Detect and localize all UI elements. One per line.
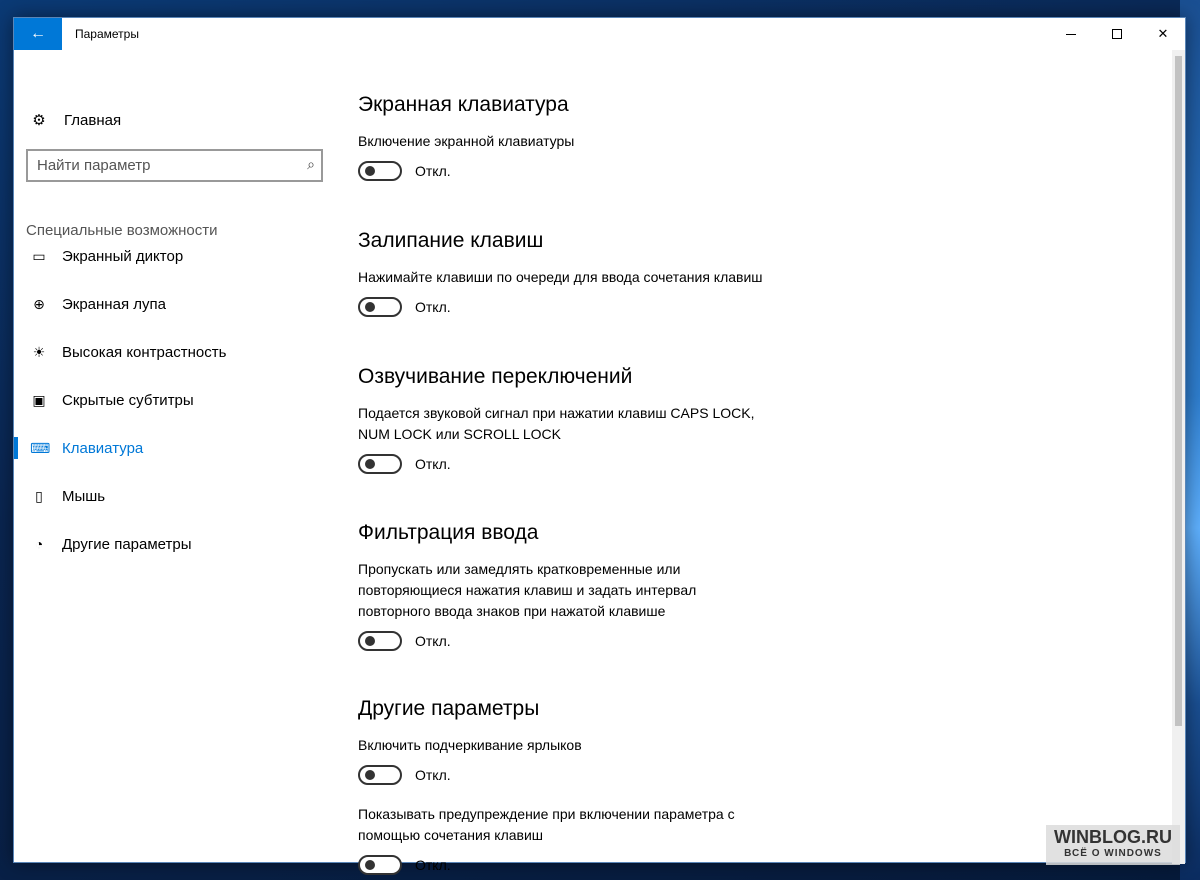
toggle-state-label: Откл. [415, 299, 451, 315]
section-heading: Другие параметры [358, 697, 540, 720]
toggle-keys-toggle[interactable] [358, 454, 402, 474]
other-options-icon: ◔ [34, 536, 44, 552]
watermark-line2: ВСЁ О WINDOWS [1064, 848, 1162, 859]
section-heading: Экранная клавиатура [358, 93, 569, 116]
shortcut-warning-toggle[interactable] [358, 855, 402, 875]
toggle-knob [365, 770, 375, 780]
underline-shortcuts-toggle[interactable] [358, 765, 402, 785]
setting-description: Включение экранной клавиатуры [358, 133, 575, 149]
section-other-options [358, 694, 1158, 876]
sticky-keys-toggle[interactable] [358, 297, 402, 317]
scrollbar-thumb[interactable] [1175, 56, 1182, 726]
home-label: Главная [64, 111, 122, 129]
sidebar-item-other-options[interactable] [14, 524, 334, 564]
setting-description: Нажимайте клавиши по очереди для ввода сочетания клавиш [358, 269, 763, 285]
section-heading: Залипание клавиш [358, 229, 544, 252]
section-on-screen-keyboard [358, 90, 1158, 182]
watermark-logo [1046, 825, 1180, 865]
magnifier-icon: ⊕ [33, 295, 45, 312]
toggle-row [358, 296, 1158, 318]
toggle-knob [365, 459, 375, 469]
home-link[interactable] [30, 108, 121, 132]
toggle-knob [365, 860, 375, 870]
setting-description: Подается звуковой сигнал при нажатии клавиш CAPS LOCK, NUM LOCK или SCROLL LOCK [358, 405, 755, 442]
toggle-state-label: Откл. [415, 163, 451, 179]
toggle-knob [365, 636, 375, 646]
on-screen-keyboard-toggle[interactable] [358, 161, 402, 181]
sidebar-item-label: Высокая контрастность [62, 343, 227, 361]
toggle-row [358, 854, 1158, 876]
window-title: Параметры [75, 27, 139, 41]
sidebar-item-label: Скрытые субтитры [62, 391, 194, 409]
mouse-icon: ▯ [35, 487, 43, 504]
maximize-icon [1112, 29, 1122, 39]
sidebar-item-label: Экранная лупа [62, 295, 166, 313]
section-heading: Фильтрация ввода [358, 521, 539, 544]
toggle-row [358, 160, 1158, 182]
toggle-state-label: Откл. [415, 767, 451, 783]
sidebar-item-magnifier[interactable] [14, 284, 334, 324]
brightness-icon: ☀ [32, 343, 46, 360]
toggle-row [358, 764, 1158, 786]
search-box [26, 149, 323, 182]
setting-description: Включить подчеркивание ярлыков [358, 737, 582, 753]
toggle-state-label: Откл. [415, 633, 451, 649]
sidebar-item-label: Другие параметры [62, 535, 192, 553]
maximize-button[interactable] [1094, 18, 1140, 50]
sidebar-item-mouse[interactable] [14, 476, 334, 516]
search-input[interactable] [28, 151, 321, 180]
sidebar-item-closed-captions[interactable] [14, 380, 334, 420]
sidebar [14, 50, 334, 864]
section-toggle-keys [358, 362, 1158, 475]
main-content [358, 50, 1158, 873]
title-bar [14, 18, 1185, 50]
sidebar-item-keyboard[interactable] [14, 428, 334, 468]
keyboard-icon: ⌨ [30, 439, 51, 456]
sidebar-item-label: Экранный диктор [62, 247, 184, 265]
gear-icon: ⚙ [32, 112, 46, 129]
closed-captions-icon: ▣ [32, 391, 46, 408]
section-label: Специальные возможности [26, 222, 218, 239]
toggle-state-label: Откл. [415, 456, 451, 472]
section-filter-keys [358, 518, 1158, 652]
toggle-knob [365, 166, 375, 176]
back-button[interactable] [14, 18, 62, 50]
section-sticky-keys [358, 226, 1158, 318]
sidebar-item-label: Клавиатура [62, 439, 144, 457]
vertical-scrollbar[interactable] [1172, 50, 1185, 864]
back-arrow-icon: ← [30, 25, 46, 42]
close-icon: ✕ [1157, 26, 1169, 41]
settings-window [13, 17, 1186, 873]
toggle-state-label: Откл. [415, 857, 451, 873]
toggle-row [358, 630, 1158, 652]
sidebar-item-narrator[interactable] [14, 236, 334, 276]
search-icon[interactable]: ⌕ [307, 156, 315, 172]
filter-keys-toggle[interactable] [358, 631, 402, 651]
sidebar-item-high-contrast[interactable] [14, 332, 334, 372]
setting-description: Показывать предупреждение при включении параметра с помощью сочетания клавиш [358, 806, 735, 843]
setting-description: Пропускать или замедлять кратковременные или повторяющиеся нажатия клавиш и задать интервал повторного ввода знаков при нажатой клавише [358, 561, 697, 619]
minimize-icon [1066, 34, 1076, 35]
close-button[interactable] [1140, 18, 1186, 50]
sidebar-item-label: Мышь [62, 487, 106, 505]
section-heading: Озвучивание переключений [358, 365, 633, 388]
watermark-line1: WINBLOG.RU [1054, 827, 1172, 847]
minimize-button[interactable] [1048, 18, 1094, 50]
narrator-icon: ▭ [32, 247, 46, 264]
toggle-row [358, 453, 1158, 475]
toggle-knob [365, 302, 375, 312]
